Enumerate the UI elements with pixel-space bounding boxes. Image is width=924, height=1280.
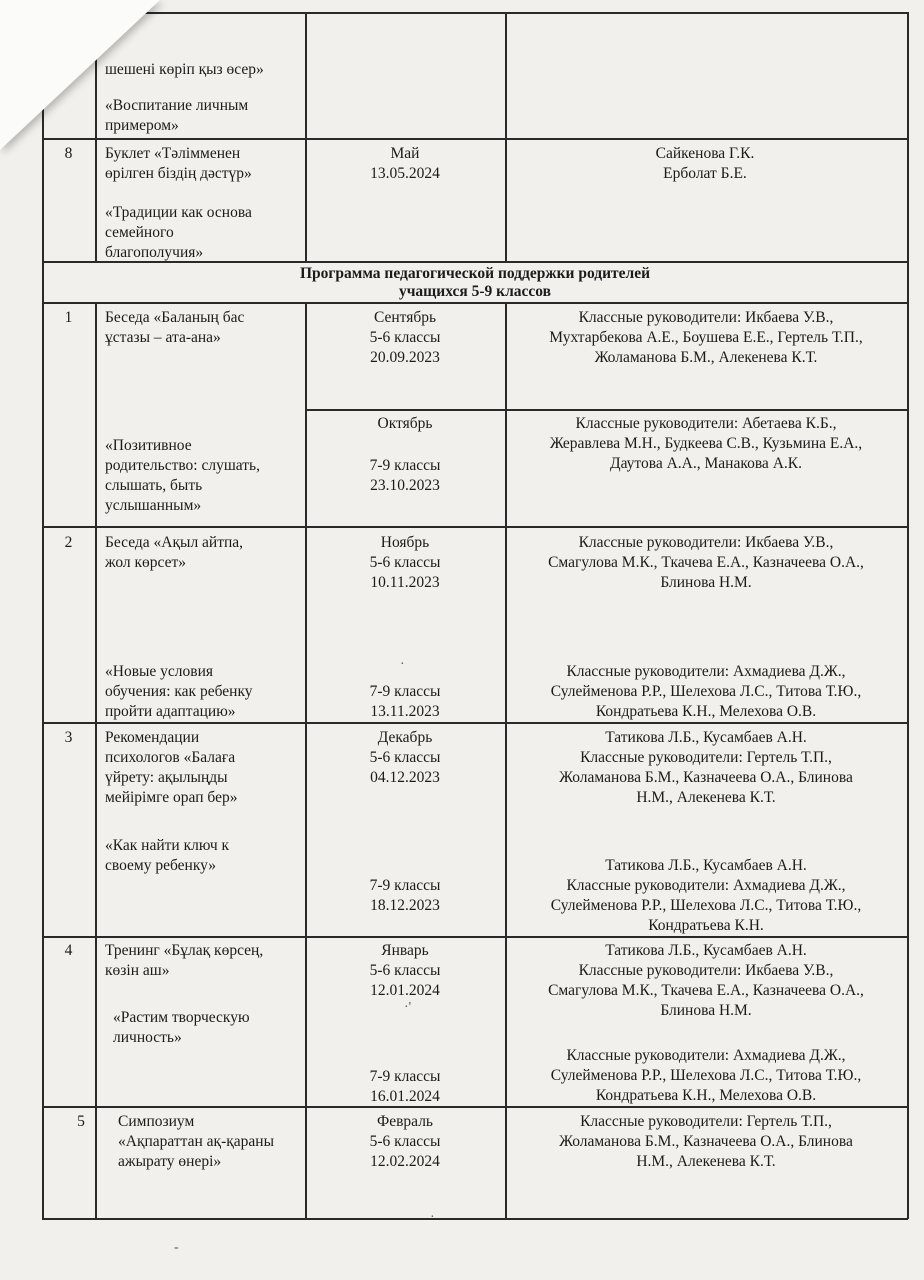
event-text: көзін аш» <box>105 962 170 979</box>
event-text: семейного <box>105 224 174 241</box>
event-text: «Как найти ключ к <box>105 837 230 854</box>
event-text: «Ақпараттан ақ-қараны <box>118 1133 274 1150</box>
event-text: «Новые условия <box>105 663 214 680</box>
table-line <box>305 12 307 262</box>
responsible-text: Сулейменова Р.Р., Шелехова Л.С., Титова Т.Ю., <box>550 897 862 914</box>
responsible-text: Татикова Л.Б., Кусамбаев А.Н. <box>605 857 807 874</box>
event-text: үйрету: ақылыңды <box>105 769 228 786</box>
responsible-text: Кондратьева К.Н., Мелехова О.В. <box>595 703 817 720</box>
table-line <box>42 138 908 140</box>
event-date: 12.02.2024 <box>370 1153 440 1170</box>
table-line <box>907 12 909 1219</box>
event-month: Май <box>390 145 420 162</box>
event-classes: 5-6 классы <box>369 749 441 766</box>
table-line <box>42 722 908 724</box>
row-number: 1 <box>64 309 73 326</box>
event-text: личность» <box>113 1029 182 1046</box>
event-month: Сентябрь <box>373 309 437 326</box>
row-number: 3 <box>64 729 73 746</box>
page-fold-corner <box>0 0 160 150</box>
event-text: пройти адаптацию» <box>105 703 236 720</box>
event-text: Рекомендации <box>105 729 200 746</box>
row-number: 8 <box>64 145 73 162</box>
responsible-text: Смагулова М.К., Ткачева Е.А., Казначеева О.А., <box>548 554 864 571</box>
table-line <box>42 1218 908 1220</box>
table-line <box>505 12 507 262</box>
event-text: «Традиции как основа <box>105 204 252 221</box>
event-text: ұстазы – ата-ана» <box>105 329 221 346</box>
top-row-kz-text: шешені көріп қыз өсер» <box>105 61 264 78</box>
table-line <box>42 12 908 14</box>
responsible-text: Жоламанова Б.М., Казначеева О.А., Блинова <box>559 769 853 786</box>
event-text: Беседа «Баланың бас <box>105 309 245 326</box>
event-text: Буклет «Тәлімменен <box>105 145 241 162</box>
stray-mark: ·' <box>404 1000 412 1015</box>
responsible-text: Жеравлева М.Н., Будкеева С.В., Кузьмина Е.А., <box>549 435 863 452</box>
event-month: Февраль <box>376 1113 433 1130</box>
stray-mark: · <box>430 1210 435 1225</box>
responsible-text: Даутова А.А., Манакова А.К. <box>610 455 802 472</box>
responsible-text: Блинова Н.М. <box>660 574 752 591</box>
event-text: ажырату өнері» <box>118 1153 222 1170</box>
responsible-text: Классные руководители: Ахмадиева Д.Ж., <box>566 877 846 894</box>
responsible-text: Жоламанова Б.М., Алекенева К.Т. <box>594 349 818 366</box>
event-text: «Растим творческую <box>113 1009 250 1026</box>
responsible-text: Татикова Л.Б., Кусамбаев А.Н. <box>605 942 807 959</box>
event-text: услышанным» <box>105 497 202 514</box>
responsible-text: Ерболат Б.Е. <box>663 165 747 182</box>
event-date: 10.11.2023 <box>370 574 440 591</box>
responsible-text: Классные руководители: Ахмадиева Д.Ж., <box>566 663 846 680</box>
event-date: 16.01.2024 <box>370 1088 440 1105</box>
event-text: Симпозиум <box>118 1113 195 1130</box>
event-classes: 5-6 классы <box>369 962 441 979</box>
event-date: 13.05.2024 <box>370 165 440 182</box>
event-text: жол көрсет» <box>105 554 186 571</box>
responsible-text: Классные руководители: Абетаева К.Б., <box>575 415 837 432</box>
responsible-text: Сайкенова Г.К. <box>655 145 755 162</box>
row-number: 4 <box>64 942 73 959</box>
top-row-ru-text: «Воспитание личным <box>105 97 249 114</box>
event-date: 12.01.2024 <box>370 982 440 999</box>
responsible-text: Мухтарбекова А.Е., Боушева Е.Е., Гертель Т.П., <box>549 329 863 346</box>
event-text: родительство: слушать, <box>105 457 260 474</box>
event-date: 18.12.2023 <box>370 897 440 914</box>
responsible-text: Н.М., Алекенева К.Т. <box>636 1153 776 1170</box>
event-month: Октябрь <box>377 415 433 432</box>
table-line <box>42 936 908 938</box>
responsible-text: Кондратьева К.Н., Мелехова О.В. <box>595 1087 817 1104</box>
responsible-text: Смагулова М.К., Ткачева Е.А., Казначеева О.А., <box>548 982 864 999</box>
responsible-text: Классные руководители: Ахмадиева Д.Ж., <box>566 1047 846 1064</box>
table-line <box>42 12 44 1219</box>
section-title: учащихся 5-9 классов <box>398 283 552 300</box>
stray-mark: · <box>400 657 405 672</box>
event-text: Беседа «Ақыл айтпа, <box>105 534 244 551</box>
event-month: Январь <box>381 942 429 959</box>
responsible-text: Татикова Л.Б., Кусамбаев А.Н. <box>605 729 807 746</box>
table-line <box>305 409 908 411</box>
responsible-text: Жоламанова Б.М., Казначеева О.А., Блинова <box>559 1133 853 1150</box>
table-line <box>42 302 908 304</box>
event-classes: 7-9 классы <box>369 457 441 474</box>
event-date: 20.09.2023 <box>370 349 440 366</box>
responsible-text: Блинова Н.М. <box>660 1002 752 1019</box>
event-text: мейірімге орап бер» <box>105 789 238 806</box>
event-classes: 7-9 классы <box>369 877 441 894</box>
event-text: Тренинг «Бұлақ көрсең, <box>105 942 264 959</box>
responsible-text: Классные руководители: Икбаева У.В., <box>578 534 834 551</box>
event-classes: 5-6 классы <box>369 1133 441 1150</box>
event-classes: 5-6 классы <box>369 329 441 346</box>
row-number: 5 <box>77 1113 85 1130</box>
row-number: 2 <box>64 534 73 551</box>
table-line <box>95 302 97 1219</box>
responsible-text: Сулейменова Р.Р., Шелехова Л.С., Титова Т.Ю., <box>550 683 862 700</box>
section-title: Программа педагогической поддержки родителей <box>299 265 651 282</box>
event-date: 04.12.2023 <box>370 769 440 786</box>
event-classes: 7-9 классы <box>369 1068 441 1085</box>
event-text: благополучия» <box>105 244 204 261</box>
responsible-text: Классные руководители: Гертель Т.П., <box>580 749 832 766</box>
table-line <box>42 526 908 528</box>
event-month: Декабрь <box>377 729 433 746</box>
event-text: своему ребенку» <box>105 857 217 874</box>
event-text: өрілген біздің дәстүр» <box>105 165 252 182</box>
responsible-text: Кондратьева К.Н. <box>648 917 764 934</box>
responsible-text: Классные руководители: Икбаева У.В., <box>578 962 834 979</box>
event-date: 13.11.2023 <box>370 703 440 720</box>
responsible-text: Сулейменова Р.Р., Шелехова Л.С., Титова Т.Ю., <box>550 1067 862 1084</box>
event-text: обучения: как ребенку <box>105 683 253 700</box>
event-text: психологов «Балаға <box>105 749 236 766</box>
responsible-text: Н.М., Алекенева К.Т. <box>636 789 776 806</box>
event-classes: 7-9 классы <box>369 683 441 700</box>
responsible-text: Классные руководители: Икбаева У.В., <box>578 309 834 326</box>
event-text: «Позитивное <box>105 437 192 454</box>
event-classes: 5-6 классы <box>369 554 441 571</box>
event-month: Ноябрь <box>380 534 430 551</box>
event-date: 23.10.2023 <box>370 477 440 494</box>
event-text: слышать, быть <box>105 477 203 494</box>
responsible-text: Классные руководители: Гертель Т.П., <box>580 1113 832 1130</box>
top-row-ru-text: примером» <box>105 117 179 134</box>
stray-mark: - <box>174 1240 179 1255</box>
